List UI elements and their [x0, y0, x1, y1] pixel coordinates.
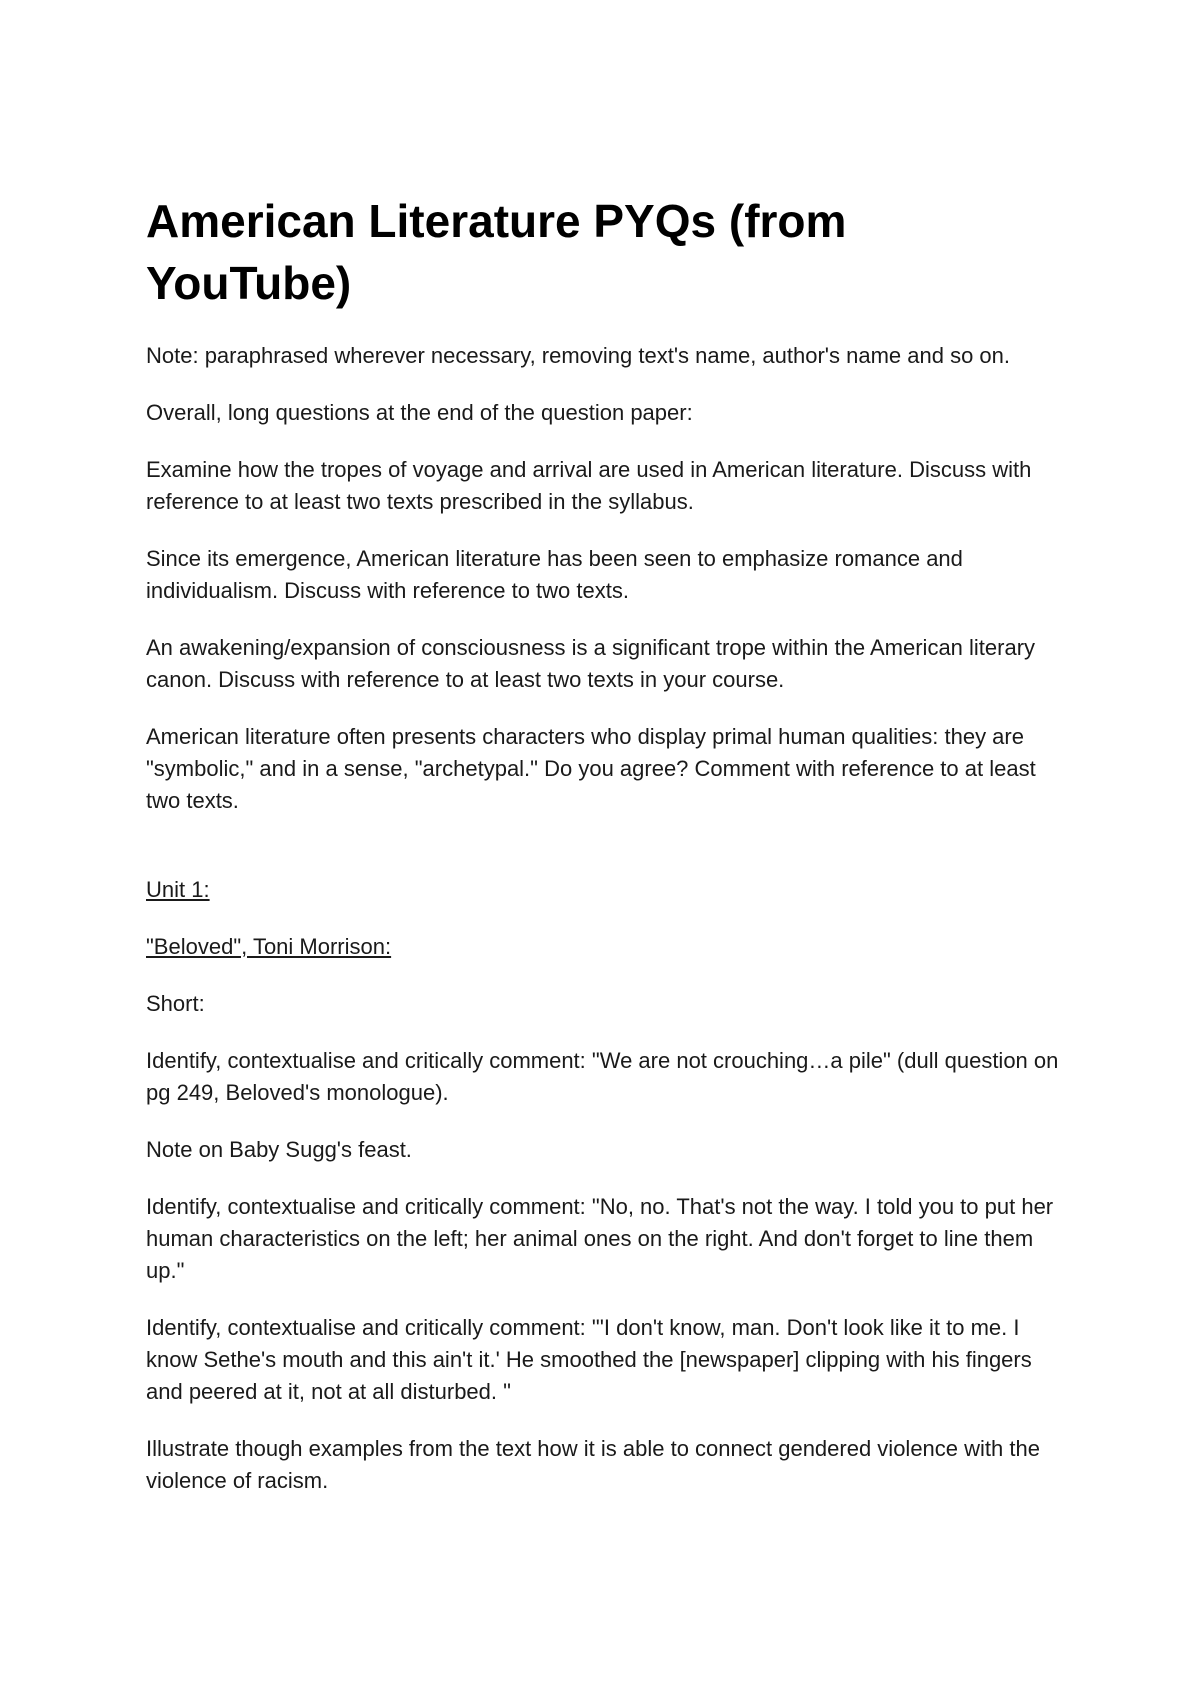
long-question-2: Since its emergence, American literature has been seen to emphasize romance and individualism. Discuss with reference to two texts. — [146, 546, 963, 603]
unit-heading-text: Unit 1: — [146, 877, 210, 902]
short-question-2: Note on Baby Sugg's feast. — [146, 1137, 412, 1162]
short-label: Short: — [146, 991, 205, 1016]
short-question-1: Identify, contextualise and critically comment: "We are not crouching…a pile" (dull question on pg 249, Beloved's monologue). — [146, 1048, 1059, 1105]
overall-intro: Overall, long questions at the end of the question paper: — [146, 400, 693, 425]
short-question-5: Illustrate though examples from the text how it is able to connect gendered violence with the violence of racism. — [146, 1436, 1040, 1493]
section-spacer — [146, 842, 1066, 874]
text-heading — [146, 931, 1066, 963]
unit-heading — [146, 874, 1066, 906]
long-question-1: Examine how the tropes of voyage and arrival are used in American literature. Discuss with reference to at least two texts prescribed in the syllabus. — [146, 457, 1032, 514]
short-question-3: Identify, contextualise and critically comment: "No, no. That's not the way. I told you to put her human characteristics on the left; her animal ones on the right. And don't forget to line them up." — [146, 1194, 1054, 1283]
document-body — [146, 340, 1066, 1522]
short-question-4: Identify, contextualise and critically comment: "'I don't know, man. Don't look like it to me. I know Sethe's mouth and this ain't it.' He smoothed the [newspaper] clipping with his fingers and peered at it, not at all disturbed. " — [146, 1315, 1032, 1404]
long-question-4: American literature often presents characters who display primal human qualities: they are "symbolic," and in a sense, "archetypal." Do you agree? Comment with reference to at least two texts. — [146, 724, 1036, 813]
note-paragraph: Note: paraphrased wherever necessary, removing text's name, author's name and so on. — [146, 343, 1011, 368]
text-heading-text: "Beloved", Toni Morrison: — [146, 934, 392, 959]
long-question-3: An awakening/expansion of consciousness is a significant trope within the American literary canon. Discuss with reference to at least two texts in your course. — [146, 635, 1036, 692]
document-title: American Literature PYQs (from YouTube) — [146, 195, 847, 309]
